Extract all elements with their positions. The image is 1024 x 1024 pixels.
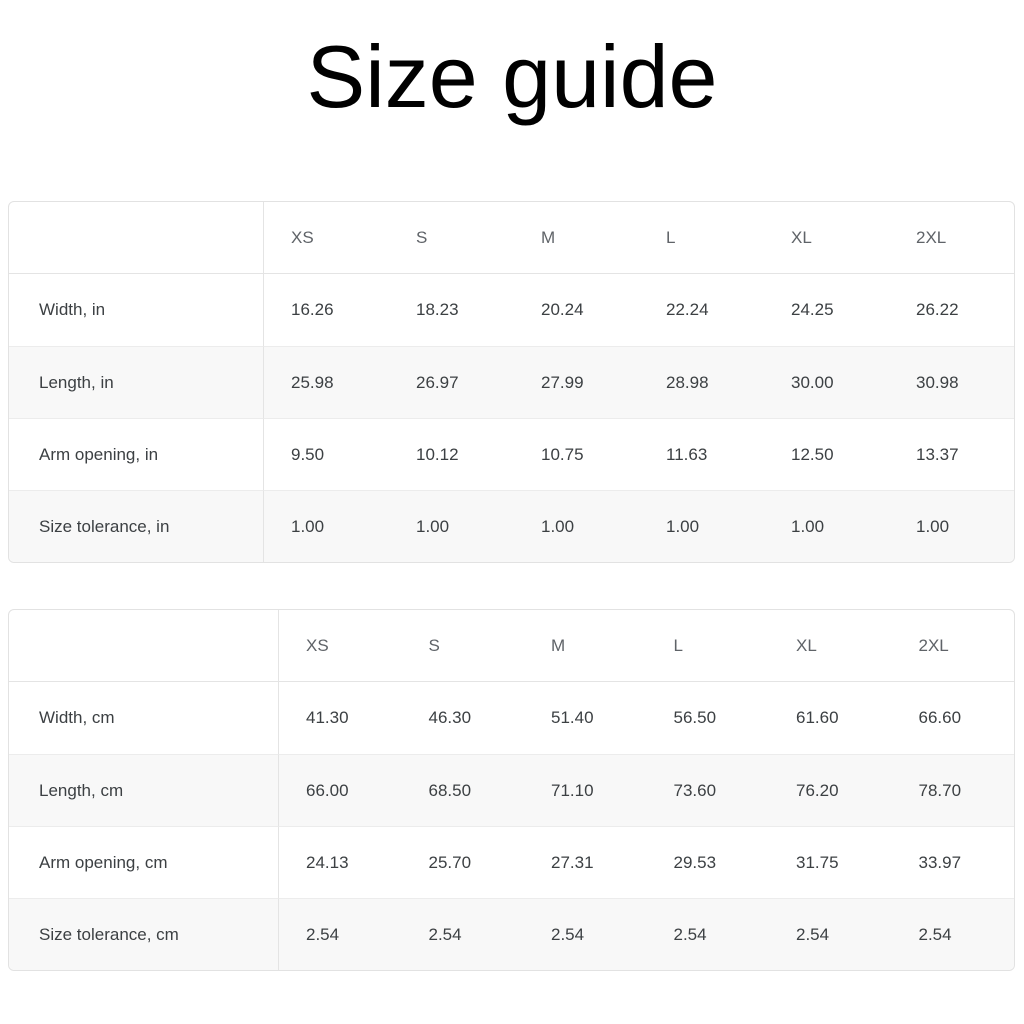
cell-value: 1.00 [764,490,889,562]
table-row [9,274,1014,346]
cell-value: 26.97 [389,346,514,418]
cell-value: 29.53 [647,826,770,898]
row-label: Size tolerance, in [9,490,264,562]
cell-value: 2.54 [402,898,525,970]
cell-value: 2.54 [647,898,770,970]
table-row [9,826,1014,898]
cell-value: 13.37 [889,418,1014,490]
header-row [9,202,1014,274]
table-row [9,754,1014,826]
column-header-l: L [639,202,764,274]
table-row [9,490,1014,562]
cell-value: 2.54 [892,898,1015,970]
cell-value: 9.50 [264,418,389,490]
column-header-xs: XS [264,202,389,274]
cell-value: 33.97 [892,826,1015,898]
cell-value: 51.40 [551,708,594,728]
cell-value: 71.10 [524,754,647,826]
row-label: Length, in [9,346,264,418]
row-label: Arm opening, cm [9,826,279,898]
cell-value: 68.50 [402,754,525,826]
cell-value: 22.24 [666,300,709,320]
row-label: Arm opening, in [9,418,264,490]
cell-value: 66.60 [918,708,962,728]
cell-value: 2.54 [279,898,402,970]
table-row [9,682,1014,754]
cell-value: 12.50 [764,418,889,490]
table-row [9,898,1014,970]
cell-value: 1.00 [639,490,764,562]
column-header-m: M [524,610,647,682]
cell-value: 1.00 [264,490,389,562]
cell-value: 56.50 [673,708,717,728]
cell-value: 1.00 [889,490,1014,562]
header-row [9,610,1014,682]
cell-value: 30.00 [764,346,889,418]
size-table-inches [8,201,1015,563]
cell-value: 2.54 [769,898,892,970]
row-label: Length, cm [9,754,279,826]
cell-value: 11.63 [639,418,764,490]
column-header-l: L [647,610,770,682]
cell-value: 61.60 [796,708,839,728]
cell-value: 30.98 [889,346,1014,418]
column-header-xl: XL [769,610,892,682]
column-header-s: S [402,610,525,682]
cell-value: 78.70 [892,754,1015,826]
column-header-2xl: 2XL [892,610,1015,682]
cell-value: 24.13 [279,826,402,898]
cell-value: 27.31 [524,826,647,898]
cell-value: 10.12 [389,418,514,490]
cell-value: 1.00 [389,490,514,562]
cell-value: 18.23 [416,300,459,320]
table-row [9,346,1014,418]
cell-value: 2.54 [524,898,647,970]
row-label: Size tolerance, cm [9,898,279,970]
cell-value: 10.75 [514,418,639,490]
cell-value: 27.99 [514,346,639,418]
cell-value: 20.24 [541,300,584,320]
page-title: Size guide [306,27,718,126]
cell-value: 25.98 [264,346,389,418]
cell-value: 46.30 [428,708,472,728]
cell-value: 28.98 [639,346,764,418]
cell-value: 41.30 [306,708,349,728]
row-label: Width, cm [9,682,279,754]
column-header-xs: XS [279,610,402,682]
corner-cell [9,610,279,682]
cell-value: 24.25 [791,300,834,320]
cell-value: 26.22 [916,300,959,320]
cell-value: 66.00 [279,754,402,826]
cell-value: 76.20 [769,754,892,826]
cell-value: 73.60 [647,754,770,826]
cell-value: 16.26 [291,300,334,320]
column-header-s: S [389,202,514,274]
column-header-m: M [514,202,639,274]
cell-value: 1.00 [514,490,639,562]
table-row [9,418,1014,490]
row-label: Width, in [9,274,264,346]
column-header-2xl: 2XL [889,202,1014,274]
size-table-cm [8,609,1015,971]
cell-value: 31.75 [769,826,892,898]
corner-cell [9,202,264,274]
column-header-xl: XL [764,202,889,274]
cell-value: 25.70 [402,826,525,898]
